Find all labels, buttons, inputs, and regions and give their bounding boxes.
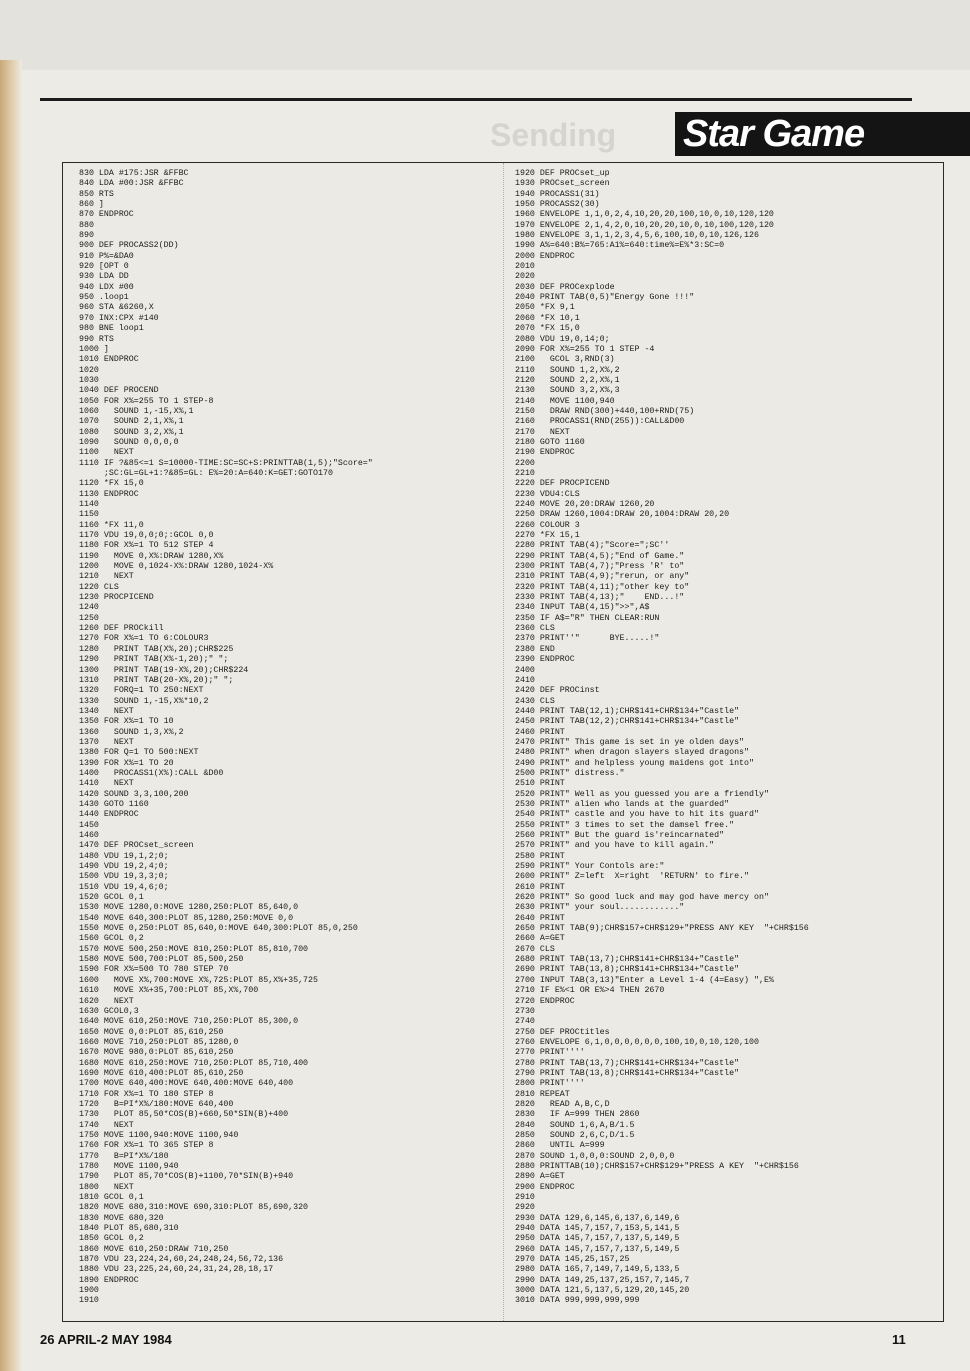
code-line: 1660 MOVE 710,250:PLOT 85,1280,0 — [79, 1037, 239, 1047]
code-line: 1620 NEXT — [79, 996, 134, 1006]
code-line: 1130 ENDPROC — [79, 489, 139, 499]
code-line: 1080 SOUND 3,2,X%,1 — [79, 427, 184, 437]
code-line: 1940 PROCASS1(31) — [515, 189, 600, 199]
section-title: Star Game — [683, 113, 865, 155]
code-line: 2670 CLS — [515, 944, 555, 954]
code-line: 2170 NEXT — [515, 427, 570, 437]
code-line: 1340 NEXT — [79, 706, 134, 716]
code-line: 2490 PRINT" and helpless young maidens got into" — [515, 758, 754, 768]
code-line: 1120 *FX 15,0 — [79, 479, 144, 489]
code-line: 1760 FOR X%=1 TO 365 STEP 8 — [79, 1141, 214, 1151]
code-line: 1720 B=PI*X%/180:MOVE 640,400 — [79, 1099, 234, 1109]
code-line: 2540 PRINT" castle and you have to hit its guard" — [515, 810, 759, 820]
code-line: 1750 MOVE 1100,940:MOVE 1100,940 — [79, 1130, 239, 1140]
code-line: 1300 PRINT TAB(19-X%,20);CHR$224 — [79, 665, 249, 675]
code-line: 1060 SOUND 1,-15,X%,1 — [79, 406, 194, 416]
code-line: 2880 PRINTTAB(10);CHR$157+CHR$129+"PRESS A KEY "+CHR$156 — [515, 1162, 799, 1171]
code-line: 1810 GCOL 0,1 — [79, 1193, 144, 1203]
code-line: 1440 ENDPROC — [79, 810, 139, 820]
code-line: 2800 PRINT'''' — [515, 1079, 585, 1089]
code-line: 2190 ENDPROC — [515, 448, 575, 458]
code-line: 990 RTS — [79, 334, 114, 344]
code-line: 2890 A=GET — [515, 1172, 565, 1182]
code-line: 1030 — [79, 375, 99, 385]
program-listing — [62, 162, 944, 1322]
code-line: 2070 *FX 15,0 — [515, 324, 580, 334]
code-line: 2370 PRINT''" BYE.....!" — [515, 634, 660, 644]
code-line: 2810 REPEAT — [515, 1089, 570, 1099]
show-through-text: Sending — [490, 117, 617, 153]
code-line: 2160 PROCASS1(RND(255)):CALL&D00 — [515, 417, 685, 427]
code-line: 2830 IF A=999 THEN 2860 — [515, 1110, 640, 1120]
code-line: 2410 — [515, 675, 535, 685]
code-line: 1510 VDU 19,4,6;0; — [79, 882, 169, 892]
code-line: 1600 MOVE X%,700:MOVE X%,725:PLOT 85,X%+35,725 — [79, 975, 318, 985]
code-line: 2930 DATA 129,6,145,6,137,6,149,6 — [515, 1213, 680, 1223]
code-line: 1680 MOVE 610,250:MOVE 710,250:PLOT 85,710,400 — [79, 1058, 309, 1068]
code-line: 1830 MOVE 680,320 — [79, 1213, 164, 1223]
code-line: 2610 PRINT — [515, 882, 565, 892]
code-line: 1910 — [79, 1296, 99, 1306]
code-line: 1700 MOVE 640,400:MOVE 640,400:MOVE 640,400 — [79, 1079, 294, 1089]
code-line: 1180 FOR X%=1 TO 512 STEP 4 — [79, 541, 214, 551]
page-gutter — [0, 60, 22, 1371]
code-line: 2280 PRINT TAB(4);"Score=";SC'' — [515, 541, 670, 551]
code-line: 1050 FOR X%=255 TO 1 STEP-8 — [79, 396, 214, 406]
code-line: 1520 GCOL 0,1 — [79, 893, 144, 903]
code-line: 2110 SOUND 1,2,X%,2 — [515, 365, 620, 375]
code-line: 1790 PLOT 85,70*COS(B)+1100,70*SIN(B)+940 — [79, 1172, 294, 1182]
code-line: 2660 A=GET — [515, 934, 565, 944]
code-line: 2820 READ A,B,C,D — [515, 1099, 610, 1109]
code-line: 1530 MOVE 1280,0:MOVE 1280,250:PLOT 85,640,0 — [79, 903, 299, 913]
code-line: 1010 ENDPROC — [79, 355, 139, 365]
code-line: 2600 PRINT" Z=left X=right 'RETURN' to fire." — [515, 872, 750, 882]
code-line: 2950 DATA 145,7,157,7,137,5,149,5 — [515, 1234, 680, 1244]
code-line: 2530 PRINT" alien who lands at the guarded" — [515, 799, 730, 809]
code-line: 2790 PRINT TAB(13,8);CHR$141+CHR$134+"Castle" — [515, 1068, 740, 1078]
code-line: 2520 PRINT" Well as you guessed you are a friendly" — [515, 789, 769, 799]
code-line: 1860 MOVE 610,250:DRAW 710,250 — [79, 1244, 229, 1254]
code-line: 1220 CLS — [79, 582, 119, 592]
code-line: 2990 DATA 149,25,137,25,157,7,145,7 — [515, 1275, 690, 1285]
code-line: 2730 — [515, 1006, 535, 1016]
code-line: 2300 PRINT TAB(4,7);"Press 'R' to" — [515, 562, 685, 572]
code-line: 1590 FOR X%=500 TO 780 STEP 70 — [79, 965, 229, 975]
code-line: 1540 MOVE 640,300:PLOT 85,1280,250:MOVE 0,0 — [79, 913, 294, 923]
code-line: 2100 GCOL 3,RND(3) — [515, 355, 615, 365]
code-line: 2680 PRINT TAB(13,7);CHR$141+CHR$134+"Castle" — [515, 955, 740, 965]
code-line: 1040 DEF PROCEND — [79, 386, 159, 396]
code-line: 2500 PRINT" distress." — [515, 768, 625, 778]
code-line: 1580 MOVE 500,700:PLOT 85,500,250 — [79, 955, 244, 965]
code-line: 1210 NEXT — [79, 572, 134, 582]
code-line: 1320 FORQ=1 TO 250:NEXT — [79, 686, 204, 696]
code-line: 1800 NEXT — [79, 1182, 134, 1192]
code-line: 2310 PRINT TAB(4,9);"rerun, or any" — [515, 572, 690, 582]
code-line: 1690 MOVE 610,400:PLOT 85,610,250 — [79, 1068, 244, 1078]
code-line: 2690 PRINT TAB(13,8);CHR$141+CHR$134+"Castle" — [515, 965, 740, 975]
code-line: 1710 FOR X%=1 TO 180 STEP 8 — [79, 1089, 214, 1099]
code-line: 1650 MOVE 0,0:PLOT 85,610,250 — [79, 1027, 224, 1037]
code-line: 1430 GOTO 1160 — [79, 799, 149, 809]
code-line: 1020 — [79, 365, 99, 375]
code-line: 1170 VDU 19,0,0;0;:GCOL 0,0 — [79, 531, 214, 541]
code-line: 1870 VDU 23,224,24,60,24,248,24,56,72,136 — [79, 1255, 284, 1265]
code-line: 2080 VDU 19,0,14;0; — [515, 334, 610, 344]
code-line: 1570 MOVE 500,250:MOVE 810,250:PLOT 85,810,700 — [79, 944, 309, 954]
code-line: 1380 FOR Q=1 TO 500:NEXT — [79, 748, 199, 758]
code-line: 2940 DATA 145,7,157,7,153,5,141,5 — [515, 1224, 680, 1234]
code-line: 2970 DATA 145,25,157,25 — [515, 1255, 630, 1265]
code-line: 910 P%=&DA0 — [79, 251, 134, 261]
code-line: 2260 COLOUR 3 — [515, 520, 580, 530]
code-line: 1920 DEF PROCset_up — [515, 169, 610, 178]
code-line: 2390 ENDPROC — [515, 655, 575, 665]
code-line: 2980 DATA 165,7,149,7,149,5,133,5 — [515, 1265, 680, 1275]
code-line: 2050 *FX 9,1 — [515, 303, 575, 313]
code-line: 2060 *FX 10,1 — [515, 313, 580, 323]
code-line: 1970 ENVELOPE 2,1,4,2,0,10,20,20,10,0,10,100,120,120 — [515, 220, 774, 230]
code-line: 1850 GCOL 0,2 — [79, 1234, 144, 1244]
code-line: 980 BNE loop1 — [79, 324, 144, 334]
code-line: 1310 PRINT TAB(20-X%,20);" "; — [79, 675, 234, 685]
code-line: 2470 PRINT" This game is set in ye olden days" — [515, 737, 745, 747]
code-line: 2220 DEF PROCPICEND — [515, 479, 610, 489]
code-line: 1260 DEF PROCkill — [79, 624, 164, 634]
code-line: 2630 PRINT" your soul............" — [515, 903, 685, 913]
code-line: 860 ] — [79, 200, 104, 210]
code-line: 2710 IF E%<1 OR E%>4 THEN 2670 — [515, 986, 665, 996]
code-line: 970 INX:CPX #140 — [79, 313, 159, 323]
code-line: 2760 ENVELOPE 6,1,0,0,0,0,0,0,100,10,0,10,120,100 — [515, 1037, 759, 1047]
code-line: 2090 FOR X%=255 TO 1 STEP -4 — [515, 344, 655, 354]
code-line: 1190 MOVE 0,X%:DRAW 1280,X% — [79, 551, 224, 561]
code-line: 3010 DATA 999,999,999,999 — [515, 1296, 640, 1306]
code-line: 1360 SOUND 1,3,X%,2 — [79, 727, 184, 737]
code-line: 2030 DEF PROCexplode — [515, 282, 615, 292]
code-line: 1230 PROCPICEND — [79, 593, 154, 603]
code-line: 1550 MOVE 0,250:PLOT 85,640,0:MOVE 640,300:PLOT 85,0,250 — [79, 924, 358, 934]
issue-date: 26 APRIL-2 MAY 1984 — [40, 1332, 172, 1347]
code-line: 2900 ENDPROC — [515, 1182, 575, 1192]
code-line: 1880 VDU 23,225,24,60,24,31,24,28,18,17 — [79, 1265, 274, 1275]
code-line: 2860 UNTIL A=999 — [515, 1141, 605, 1151]
code-line: 1000 ] — [79, 344, 109, 354]
page-number: 11 — [892, 1332, 906, 1347]
code-line: 2210 — [515, 468, 535, 478]
code-line: 1390 FOR X%=1 TO 20 — [79, 758, 174, 768]
code-line: 2120 SOUND 2,2,X%,1 — [515, 375, 620, 385]
code-line: 1930 PROCset_screen — [515, 179, 610, 189]
code-line: 2460 PRINT — [515, 727, 565, 737]
code-line: 2770 PRINT'''' — [515, 1048, 585, 1058]
code-line: 1470 DEF PROCset_screen — [79, 841, 194, 851]
code-line: 2330 PRINT TAB(4,13);" END...!" — [515, 593, 685, 603]
code-line: 1780 MOVE 1100,940 — [79, 1162, 179, 1171]
code-line: 2510 PRINT — [515, 779, 565, 789]
section-banner — [675, 112, 970, 156]
code-line: 2350 IF A$="R" THEN CLEAR:RUN — [515, 613, 660, 623]
code-line: 2720 ENDPROC — [515, 996, 575, 1006]
header-rule — [40, 98, 912, 101]
code-line: 2450 PRINT TAB(12,2);CHR$141+CHR$134+"Castle" — [515, 717, 740, 727]
code-line: 2000 ENDPROC — [515, 251, 575, 261]
code-line: 1950 PROCASS2(30) — [515, 200, 600, 210]
code-line: 1140 — [79, 500, 99, 509]
code-line: 2750 DEF PROCtitles — [515, 1027, 610, 1037]
code-line: ;SC:GL=GL+1:?&85=GL: E%=20:A=640:K=GET:GOTO170 — [79, 468, 333, 478]
code-line: 1990 A%=640:B%=765:A1%=640:time%=E%*3:SC=0 — [515, 241, 725, 251]
code-line: 1350 FOR X%=1 TO 10 — [79, 717, 174, 727]
code-line: 1150 — [79, 510, 99, 520]
code-line: 1630 GCOL0,3 — [79, 1006, 139, 1016]
code-line: 1730 PLOT 85,50*COS(B)+660,50*SIN(B)+400 — [79, 1110, 289, 1120]
code-line: 880 — [79, 220, 94, 230]
code-line: 1270 FOR X%=1 TO 6:COLOUR3 — [79, 634, 209, 644]
code-line: 1640 MOVE 610,250:MOVE 710,250:PLOT 85,300,0 — [79, 1017, 299, 1027]
code-line: 2380 END — [515, 644, 555, 654]
code-line: 850 RTS — [79, 189, 114, 199]
code-line: 1240 — [79, 603, 99, 613]
code-line: 1290 PRINT TAB(X%-1,20);" "; — [79, 655, 229, 665]
code-line: 2920 — [515, 1203, 535, 1213]
code-line: 1200 MOVE 0,1024-X%:DRAW 1280,1024-X% — [79, 562, 274, 572]
code-line: 2580 PRINT — [515, 851, 565, 861]
code-line: 1070 SOUND 2,1,X%,1 — [79, 417, 184, 427]
code-line: 830 LDA #175:JSR &FFBC — [79, 169, 189, 178]
code-line: 1770 B=PI*X%/180 — [79, 1151, 169, 1161]
code-line: 2020 — [515, 272, 535, 282]
code-line: 2040 PRINT TAB(0,5)"Energy Gone !!!" — [515, 293, 695, 303]
code-line: 920 [OPT 0 — [79, 262, 129, 272]
code-line: 2150 DRAW RND(300)+440,100+RND(75) — [515, 406, 695, 416]
code-line: 1330 SOUND 1,-15,X%*10,2 — [79, 696, 209, 706]
code-line: 2480 PRINT" when dragon slayers slayed dragons" — [515, 748, 750, 758]
code-line: 1560 GCOL 0,2 — [79, 934, 144, 944]
code-line: 2360 CLS — [515, 624, 555, 634]
code-line: 2620 PRINT" So good luck and may god have mercy on" — [515, 893, 769, 903]
code-line: 2400 — [515, 665, 535, 675]
listing-column-left — [79, 169, 499, 1307]
code-line: 1980 ENVELOPE 3,1,1,2,3,4,5,6,100,10,0,10,126,126 — [515, 231, 759, 241]
code-line: 1280 PRINT TAB(X%,20);CHR$225 — [79, 644, 234, 654]
code-line: 1110 IF ?&85<=1 S=10000-TIME:SC=SC+S:PRINTTAB(1,5);"Score=" — [79, 458, 373, 468]
code-line: 2010 — [515, 262, 535, 272]
page-top-margin — [0, 0, 970, 70]
code-line: 1490 VDU 19,2,4;0; — [79, 862, 169, 872]
code-line: 1840 PLOT 85,680,310 — [79, 1224, 179, 1234]
code-line: 1820 MOVE 680,310:MOVE 690,310:PLOT 85,690,320 — [79, 1203, 309, 1213]
code-line: 1250 — [79, 613, 99, 623]
code-line: 2740 — [515, 1017, 535, 1027]
code-line: 2910 — [515, 1193, 535, 1203]
code-line: 840 LDA #00:JSR &FFBC — [79, 179, 184, 189]
code-line: 1090 SOUND 0,0,0,0 — [79, 437, 179, 447]
column-divider — [503, 163, 504, 1321]
code-line: 1890 ENDPROC — [79, 1275, 139, 1285]
code-line: 1100 NEXT — [79, 448, 134, 458]
listing-column-right — [515, 169, 935, 1307]
code-line: 2270 *FX 15,1 — [515, 531, 580, 541]
code-line: 870 ENDPROC — [79, 210, 134, 220]
code-line: 2640 PRINT — [515, 913, 565, 923]
code-line: 2430 CLS — [515, 696, 555, 706]
code-line: 2850 SOUND 2,6,C,D/1.5 — [515, 1130, 635, 1140]
code-line: 2420 DEF PROCinst — [515, 686, 600, 696]
code-line: 1670 MOVE 980,0:PLOT 85,610,250 — [79, 1048, 234, 1058]
code-line: 1610 MOVE X%+35,700:PLOT 85,X%,700 — [79, 986, 259, 996]
code-line: 1900 — [79, 1286, 99, 1296]
code-line: 1450 — [79, 820, 99, 830]
code-line: 2780 PRINT TAB(13,7);CHR$141+CHR$134+"Castle" — [515, 1058, 740, 1068]
code-line: 2570 PRINT" and you have to kill again." — [515, 841, 715, 851]
code-line: 890 — [79, 231, 94, 241]
code-line: 2840 SOUND 1,6,A,B/1.5 — [515, 1120, 635, 1130]
code-line: 1500 VDU 19,3,3;0; — [79, 872, 169, 882]
code-line: 960 STA &6260,X — [79, 303, 154, 313]
code-line: 2870 SOUND 1,0,0,0:SOUND 2,0,0,0 — [515, 1151, 675, 1161]
code-line: 2240 MOVE 20,20:DRAW 1260,20 — [515, 500, 655, 509]
code-line: 2250 DRAW 1260,1004:DRAW 20,1004:DRAW 20,20 — [515, 510, 730, 520]
code-line: 3000 DATA 121,5,137,5,129,20,145,20 — [515, 1286, 690, 1296]
code-line: 2290 PRINT TAB(4,5);"End of Game." — [515, 551, 685, 561]
code-line: 2560 PRINT" But the guard is'reincarnated" — [515, 831, 725, 840]
code-line: 2140 MOVE 1100,940 — [515, 396, 615, 406]
code-line: 1420 SOUND 3,3,100,200 — [79, 789, 189, 799]
code-line: 2700 INPUT TAB(3,13)"Enter a Level 1-4 (4=Easy) ",E% — [515, 975, 774, 985]
code-line: 2650 PRINT TAB(9);CHR$157+CHR$129+"PRESS ANY KEY "+CHR$156 — [515, 924, 809, 934]
code-line: 2130 SOUND 3,2,X%,3 — [515, 386, 620, 396]
code-line: 2960 DATA 145,7,157,7,137,5,149,5 — [515, 1244, 680, 1254]
code-line: 1960 ENVELOPE 1,1,0,2,4,10,20,20,100,10,0,10,120,120 — [515, 210, 774, 220]
code-line: 2340 INPUT TAB(4,15)">>",A$ — [515, 603, 650, 613]
code-line: 1460 — [79, 831, 99, 840]
code-line: 2320 PRINT TAB(4,11);"other key to" — [515, 582, 690, 592]
code-line: 1410 NEXT — [79, 779, 134, 789]
code-line: 930 LDA DD — [79, 272, 129, 282]
code-line: 940 LDX #00 — [79, 282, 134, 292]
code-line: 2200 — [515, 458, 535, 468]
code-line: 1480 VDU 19,1,2;0; — [79, 851, 169, 861]
code-line: 2550 PRINT" 3 times to set the damsel free." — [515, 820, 735, 830]
code-line: 2440 PRINT TAB(12,1);CHR$141+CHR$134+"Castle" — [515, 706, 740, 716]
code-line: 2180 GOTO 1160 — [515, 437, 585, 447]
code-line: 1740 NEXT — [79, 1120, 134, 1130]
code-line: 2230 VDU4:CLS — [515, 489, 580, 499]
code-line: 950 .loop1 — [79, 293, 129, 303]
code-line: 1400 PROCASS1(X%):CALL &D00 — [79, 768, 224, 778]
code-line: 900 DEF PROCASS2(DD) — [79, 241, 179, 251]
code-line: 2590 PRINT" Your Contols are:" — [515, 862, 665, 872]
code-line: 1160 *FX 11,0 — [79, 520, 144, 530]
code-line: 1370 NEXT — [79, 737, 134, 747]
